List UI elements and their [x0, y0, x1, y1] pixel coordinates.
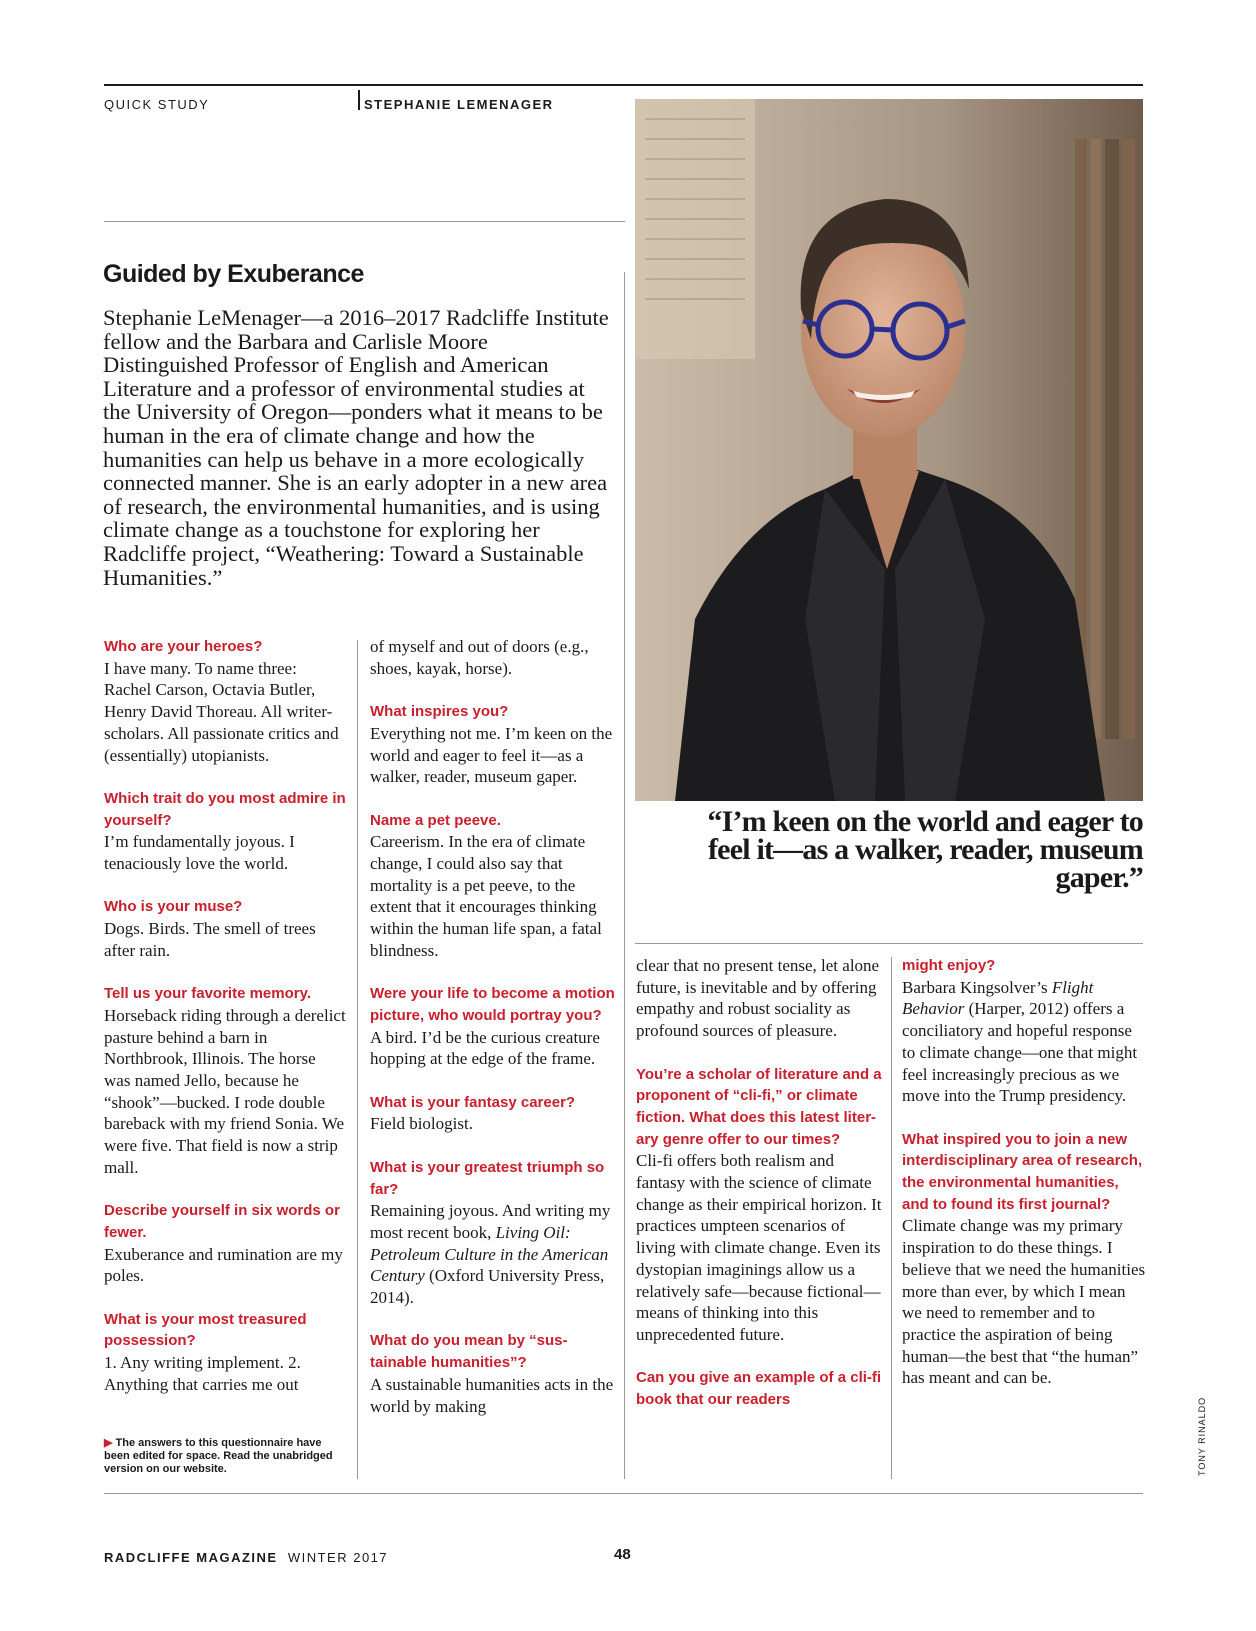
- column-divider: [624, 272, 625, 1479]
- bottom-rule: [104, 1493, 1143, 1494]
- column-divider: [891, 957, 892, 1479]
- qa-item: Which trait do you most admire in yourself? I’m fundamentally joyous. I tenaciously love the world.: [104, 789, 346, 874]
- editor-note: ▶ The answers to this questionnaire have been edited for space. Read the unabridged version on our website.: [104, 1437, 333, 1475]
- qa-item: Name a pet peeve. Careerism. In the era of climate change, I could also say that mortality is a pet peeve, to the extent that it encourages thinking within the human life span, a fatal blindness.: [370, 811, 602, 960]
- qa-item: You’re a scholar of literature and a proponent of “cli-fi,” or climate fiction. What does this latest literary genre offer to our times? Cli-fi offers both realism and fantasy with the science of climate change as their empirical horizon. It practices umpteen scenarios of living with climate change. Even its dystopian imaginings allow us a relatively safe—because fictional—means of thinking into this unprecedented future.: [636, 1065, 882, 1344]
- qa-item: What do you mean by “sustainable humanities”? A sustainable humanities acts in the world by making: [370, 1332, 614, 1416]
- qa-item: Were your life to become a motion picture, who would portray you? A bird. I’d be the curious creature hopping at the edge of the frame.: [370, 985, 615, 1069]
- top-rule: [104, 84, 1143, 86]
- qa-column-4: [902, 955, 1146, 1389]
- qa-item: Who are your heroes? I have many. To name three: Rachel Carson, Octavia Butler, Henry David Thoreau. All writer-scholars. All passionate critics and (essentially) utopianists.: [104, 638, 339, 765]
- portrait-photo: [635, 99, 1143, 801]
- portrait-illustration: [635, 99, 1143, 801]
- pull-quote: “I’m keen on the world and eager to feel it—as a walker, reader, museum gaper.”: [707, 805, 1143, 894]
- qa-column-3: [636, 955, 882, 1411]
- qa-continuation: clear that no present tense, let alone future, is inevitable and by offering empathy and robust sociality as profound sources of pleasure.: [636, 956, 880, 1041]
- photo-credit: TONY RINALDO: [1197, 1396, 1207, 1476]
- author-label: STEPHANIE LEMENAGER: [364, 97, 554, 112]
- header-divider: [358, 90, 360, 110]
- page-number: 48: [614, 1546, 631, 1563]
- intro-rule: [104, 221, 625, 222]
- qa-item: What inspires you? Everything not me. I’m keen on the world and eager to feel it—as a walker, reader, museum gaper.: [370, 703, 613, 787]
- qa-item: Tell us your favorite memory. Horseback riding through a derelict pasture behind a barn in Northbrook, Illinois. The horse was named Jello, because he “shook”—bucked. I rode double bareback with my friend Sonia. We were five. That field is now a strip mall.: [104, 985, 346, 1177]
- footer-magazine: RADCLIFFE MAGAZINE WINTER 2017: [104, 1550, 389, 1565]
- qa-item: Describe yourself in six words or fewer. Exuberance and rumination are my poles.: [104, 1202, 343, 1286]
- column-divider: [357, 640, 358, 1479]
- qa-item: What is your fantasy career? Field biologist.: [370, 1093, 576, 1134]
- qa-column-1: [104, 636, 346, 1396]
- qa-item: What inspired you to join a new interdisciplinary area of research, the environmental humanities, and to found its first journal? Climate change was my primary inspiration to do these things. I believe that we need the humanities more than ever, by which I mean we need to remember and to practice the aspiration of being human—the best that “the human” has meant and can be.: [902, 1130, 1146, 1388]
- qa-item: What is your most treasured possession? 1. Any writing implement. 2. Anything that carries me out: [104, 1310, 307, 1394]
- section-label: QUICK STUDY: [104, 97, 210, 112]
- qa-item: Who is your muse? Dogs. Birds. The smell of trees after rain.: [104, 898, 316, 960]
- qa-item: What is your greatest triumph so far? Remaining joyous. And writing my most recent book, Living Oil: Petroleum Culture in the American Century (Oxford University Press, 2014).: [370, 1158, 611, 1308]
- triangle-icon: ▶: [104, 1437, 113, 1449]
- headline: Guided by Exuberance: [103, 260, 364, 288]
- qa-column-2: [370, 636, 618, 1417]
- qa-continuation: might enjoy? Barbara Kingsolver’s Flight Behavior (Harper, 2012) offers a conciliatory and hopeful response to climate change—one that might feel increasingly precious as we move into the Trump presidency.: [902, 957, 1138, 1106]
- qa-continuation: of myself and out of doors (e.g., shoes, kayak, horse).: [370, 637, 589, 678]
- pull-quote-rule: [635, 943, 1143, 944]
- intro-paragraph: Stephanie LeMenager—a 2016–2017 Radcliffe Institute fellow and the Barbara and Carlisle Moore Distinguished Professor of English and American Literature and a professor of environmental studies at the University of Oregon—ponders what it means to be human in the era of climate change and how the humanities can help us behave in a more ecologically connected manner. She is an early adopter in a new area of research, the environmental humanities, and is using climate change as a touchstone for exploring her Radcliffe project, “Weathering: Toward a Sustainable Humanities.”: [103, 305, 609, 590]
- qa-item: Can you give an example of a cli-fi book that our readers: [636, 1369, 882, 1409]
